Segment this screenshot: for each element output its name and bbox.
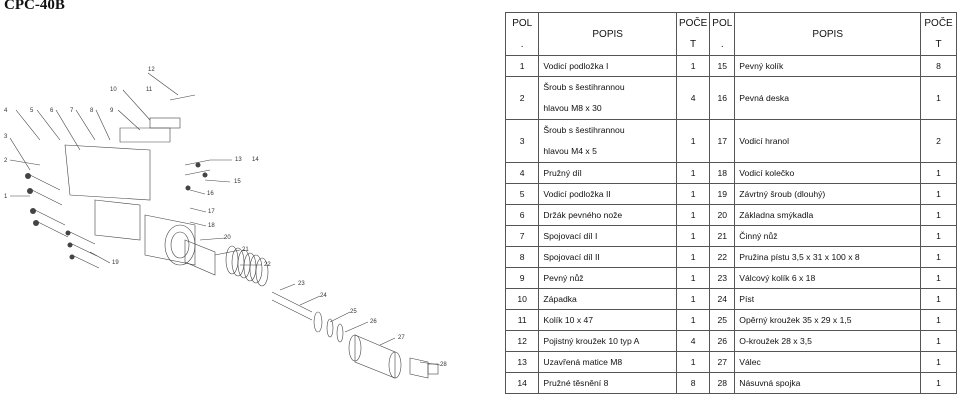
diagram-label: 1 (4, 194, 8, 200)
table-row (506, 289, 957, 310)
table-row (506, 77, 957, 120)
table-header-row (506, 13, 957, 56)
parts-table (505, 12, 957, 394)
cell-pocet: 8 (676, 373, 709, 394)
cell-pol: 16 (710, 77, 735, 120)
cell-pocet: 1 (921, 373, 957, 394)
diagram-label: 20 (224, 235, 231, 241)
diagram-label: 17 (208, 209, 215, 215)
cell-pocet: 1 (921, 289, 957, 310)
cell-pol: 22 (710, 247, 735, 268)
cell-pocet: 1 (676, 352, 709, 373)
cell-popis: Vodicí kolečko (735, 163, 921, 184)
cell-pol: 24 (710, 289, 735, 310)
cell-pol: 13 (506, 352, 539, 373)
diagram-label: 5 (30, 108, 34, 114)
cell-popis: Pružina pístu 3,5 x 31 x 100 x 8 (735, 247, 921, 268)
cell-pol: 2 (506, 77, 539, 120)
cell-popis: Šroub s šestihrannou hlavou M8 x 30 (539, 77, 677, 120)
table-row (506, 56, 957, 77)
cell-pocet: 1 (676, 184, 709, 205)
cell-pol: 10 (506, 289, 539, 310)
cell-pocet: 1 (921, 352, 957, 373)
diagram-label: 27 (398, 335, 405, 341)
diagram-label: 24 (320, 293, 327, 299)
cell-pocet: 1 (676, 268, 709, 289)
cell-pol: 18 (710, 163, 735, 184)
cell-popis: Pevný nůž (539, 268, 677, 289)
cell-pocet: 8 (921, 56, 957, 77)
table-row (506, 184, 957, 205)
cell-popis: Západka (539, 289, 677, 310)
cell-pol: 23 (710, 268, 735, 289)
cell-pol: 19 (710, 184, 735, 205)
cell-popis: Činný nůž (735, 226, 921, 247)
table-row (506, 120, 957, 163)
cell-pocet: 1 (921, 268, 957, 289)
cell-pol: 12 (506, 331, 539, 352)
cell-popis: Pevná deska (735, 77, 921, 120)
cell-pocet: 4 (676, 331, 709, 352)
header-pol: POL . (710, 13, 735, 56)
cell-popis: Pružné těsnění 8 (539, 373, 677, 394)
header-pol: POL . (506, 13, 539, 56)
cell-pol: 26 (710, 331, 735, 352)
cell-pocet: 1 (921, 331, 957, 352)
exploded-view-diagram (0, 60, 460, 408)
cell-pocet: 2 (921, 120, 957, 163)
cell-pocet: 1 (921, 310, 957, 331)
table-row (506, 205, 957, 226)
cell-popis: Vodicí podložka II (539, 184, 677, 205)
table-row (506, 163, 957, 184)
cell-pol: 7 (506, 226, 539, 247)
table-row (506, 247, 957, 268)
table-row (506, 226, 957, 247)
cell-pol: 11 (506, 310, 539, 331)
cell-popis: Vodicí hranol (735, 120, 921, 163)
cell-popis: Válec (735, 352, 921, 373)
cell-popis: Opěrný kroužek 35 x 29 x 1,5 (735, 310, 921, 331)
cell-pocet: 1 (676, 163, 709, 184)
cell-pol: 8 (506, 247, 539, 268)
diagram-label: 8 (90, 108, 94, 114)
cell-popis: Pevný kolík (735, 56, 921, 77)
diagram-label: 22 (264, 262, 271, 268)
cell-popis: Základna smýkadla (735, 205, 921, 226)
cell-pocet: 1 (921, 77, 957, 120)
cell-popis: Vodicí podložka I (539, 56, 677, 77)
cell-pocet: 1 (921, 163, 957, 184)
diagram-label: 19 (112, 260, 119, 266)
cell-popis: Spojovací díl I (539, 226, 677, 247)
diagram-label: 6 (50, 108, 54, 114)
cell-pol: 6 (506, 205, 539, 226)
cell-popis: Držák pevného nože (539, 205, 677, 226)
cell-popis: Pružný díl (539, 163, 677, 184)
diagram-label: 28 (440, 362, 447, 368)
cell-popis: Šroub s šestihrannou hlavou M4 x 5 (539, 120, 677, 163)
diagram-label: 12 (148, 67, 155, 73)
cell-pocet: 1 (676, 310, 709, 331)
cell-pol: 5 (506, 184, 539, 205)
diagram-label: 16 (207, 191, 214, 197)
header-pocet: POČE T (921, 13, 957, 56)
header-popis: POPIS (735, 13, 921, 56)
cell-pocet: 1 (921, 184, 957, 205)
cell-pol: 17 (710, 120, 735, 163)
table-row (506, 331, 957, 352)
header-popis: POPIS (539, 13, 677, 56)
cell-pocet: 1 (921, 226, 957, 247)
cell-pocet: 1 (676, 289, 709, 310)
cell-pocet: 1 (676, 226, 709, 247)
table-row (506, 352, 957, 373)
cell-pocet: 1 (921, 205, 957, 226)
cell-pol: 9 (506, 268, 539, 289)
cell-pol: 28 (710, 373, 735, 394)
diagram-label: 25 (350, 309, 357, 315)
diagram-label: 15 (234, 179, 241, 185)
diagram-label: 23 (298, 281, 305, 287)
cell-popis: Závrtný šroub (dlouhý) (735, 184, 921, 205)
diagram-label: 10 (110, 87, 117, 93)
cell-pol: 15 (710, 56, 735, 77)
cell-popis: Uzavřená matice M8 (539, 352, 677, 373)
diagram-label: 4 (4, 108, 8, 114)
cell-pol: 27 (710, 352, 735, 373)
header-pocet: POČE T (676, 13, 709, 56)
cell-pol: 3 (506, 120, 539, 163)
diagram-label: 26 (370, 319, 377, 325)
table-row (506, 268, 957, 289)
cell-pol: 14 (506, 373, 539, 394)
cell-pocet: 1 (676, 205, 709, 226)
cell-pol: 21 (710, 226, 735, 247)
diagram-label: 11 (146, 87, 153, 93)
cell-pol: 25 (710, 310, 735, 331)
diagram-label: 2 (4, 158, 8, 164)
table-row (506, 310, 957, 331)
diagram-label: 14 (252, 157, 259, 163)
cell-pol: 4 (506, 163, 539, 184)
cell-popis: Válcový kolík 6 x 18 (735, 268, 921, 289)
cell-pocet: 4 (676, 77, 709, 120)
cell-pol: 1 (506, 56, 539, 77)
diagram-label: 13 (235, 157, 242, 163)
diagram-label: 9 (110, 108, 114, 114)
cell-pocet: 1 (676, 247, 709, 268)
cell-popis: Spojovací díl II (539, 247, 677, 268)
diagram-label: 3 (4, 134, 8, 140)
diagram-label: 7 (70, 108, 74, 114)
cell-pocet: 1 (676, 120, 709, 163)
cell-popis: Píst (735, 289, 921, 310)
cell-popis: Pojistný kroužek 10 typ A (539, 331, 677, 352)
table-row (506, 373, 957, 394)
diagram-label: 18 (208, 223, 215, 229)
document-title: CPC-40B (4, 0, 65, 13)
cell-popis: O-kroužek 28 x 3,5 (735, 331, 921, 352)
cell-pol: 20 (710, 205, 735, 226)
cell-pocet: 1 (921, 247, 957, 268)
cell-popis: Násuvná spojka (735, 373, 921, 394)
cell-pocet: 1 (676, 56, 709, 77)
cell-popis: Kolík 10 x 47 (539, 310, 677, 331)
diagram-label: 21 (242, 247, 249, 253)
